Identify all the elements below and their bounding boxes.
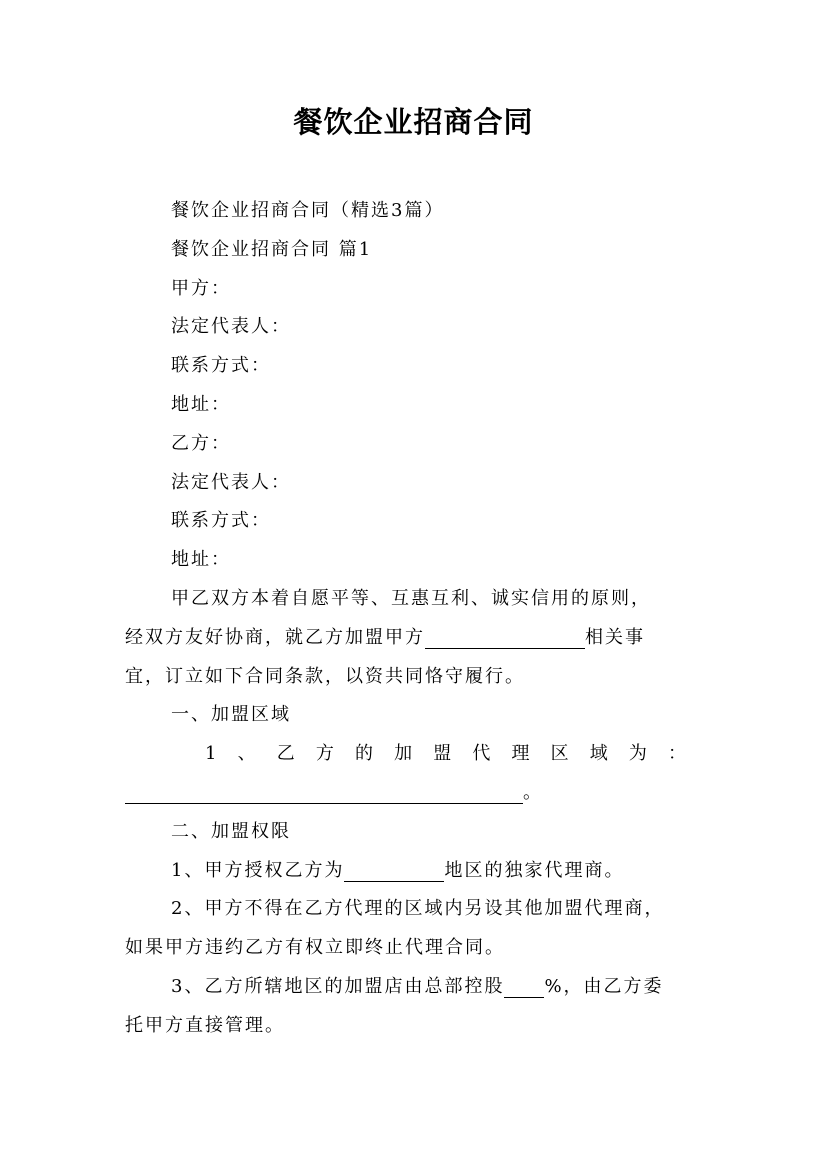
region-blank <box>125 781 523 804</box>
party-a-label: 甲方： <box>171 277 231 299</box>
clause-1-item-1-char: 1 <box>205 743 219 765</box>
clause-1-item-1-char: 域 <box>589 743 610 765</box>
clause-1-item-1-char: 盟 <box>433 743 454 765</box>
clause-1-item-1-char: 代 <box>472 743 493 765</box>
section-heading: 餐饮企业招商合同 篇1 <box>171 238 373 260</box>
party-b-representative: 法定代表人： <box>171 471 291 493</box>
party-b-contact: 联系方式： <box>171 510 271 532</box>
intro-paragraph-line-1: 甲乙双方本着自愿平等、互惠互利、诚实信用的原则， <box>171 587 651 609</box>
exclusive-region-blank <box>344 859 444 882</box>
clause-1-item-1-char: 乙 <box>276 743 297 765</box>
clause-1-item-1-char: 理 <box>511 743 532 765</box>
clause-1-item-1-char: 为 <box>628 743 649 765</box>
clause-1-item-1-char: 区 <box>550 743 571 765</box>
party-a-representative: 法定代表人： <box>171 316 291 338</box>
party-a-address: 地址： <box>171 393 231 415</box>
party-b-address: 地址： <box>171 549 231 571</box>
clause-1-heading: 一、加盟区域 <box>171 704 291 726</box>
clause-2-item-2-line-1: 2、甲方不得在乙方代理的区域内另设其他加盟代理商， <box>171 898 665 920</box>
clause-2-item-3-prefix: 3、乙方所辖地区的加盟店由总部控股 <box>171 975 505 997</box>
clause-2-item-1 <box>125 852 700 891</box>
franchise-brand-blank <box>425 626 585 649</box>
intro-line2-suffix: 相关事 <box>585 626 645 648</box>
clause-2-item-2-line-2: 如果甲方违约乙方有权立即终止代理合同。 <box>125 937 505 959</box>
clause-1-item-1 <box>125 735 700 774</box>
intro-paragraph-line-3: 宜，订立如下合同条款，以资共同恪守履行。 <box>125 665 525 687</box>
clause-2-item-3-line-1 <box>125 968 700 1007</box>
clause-2-item-3-suffix: %，由乙方委 <box>544 975 664 997</box>
intro-line2-prefix: 经双方友好协商，就乙方加盟甲方 <box>125 626 425 648</box>
document-body <box>125 192 700 1046</box>
clause-2-heading: 二、加盟权限 <box>171 820 291 842</box>
clause-2-item-3-line-2: 托甲方直接管理。 <box>125 1014 285 1036</box>
holding-percent-blank <box>504 975 544 998</box>
clause-1-item-1-char: ： <box>667 743 688 765</box>
document-title: 餐饮企业招商合同 <box>293 105 534 139</box>
clause-1-item-1-char: 方 <box>315 743 336 765</box>
clause-2-item-1-prefix: 1、甲方授权乙方为 <box>171 859 345 881</box>
party-b-label: 乙方： <box>171 432 231 454</box>
document-subtitle: 餐饮企业招商合同（精选3篇） <box>171 200 445 221</box>
clause-1-item-1-end: 。 <box>523 781 543 803</box>
clause-1-item-1-char: 的 <box>354 743 375 765</box>
clause-1-item-1-char: 、 <box>237 743 258 765</box>
clause-1-item-1-char: 加 <box>394 743 415 765</box>
party-a-contact: 联系方式： <box>171 355 271 377</box>
intro-paragraph-line-2 <box>125 619 700 658</box>
clause-1-item-1-continuation <box>125 774 700 813</box>
clause-2-item-1-suffix: 地区的独家代理商。 <box>444 859 625 881</box>
